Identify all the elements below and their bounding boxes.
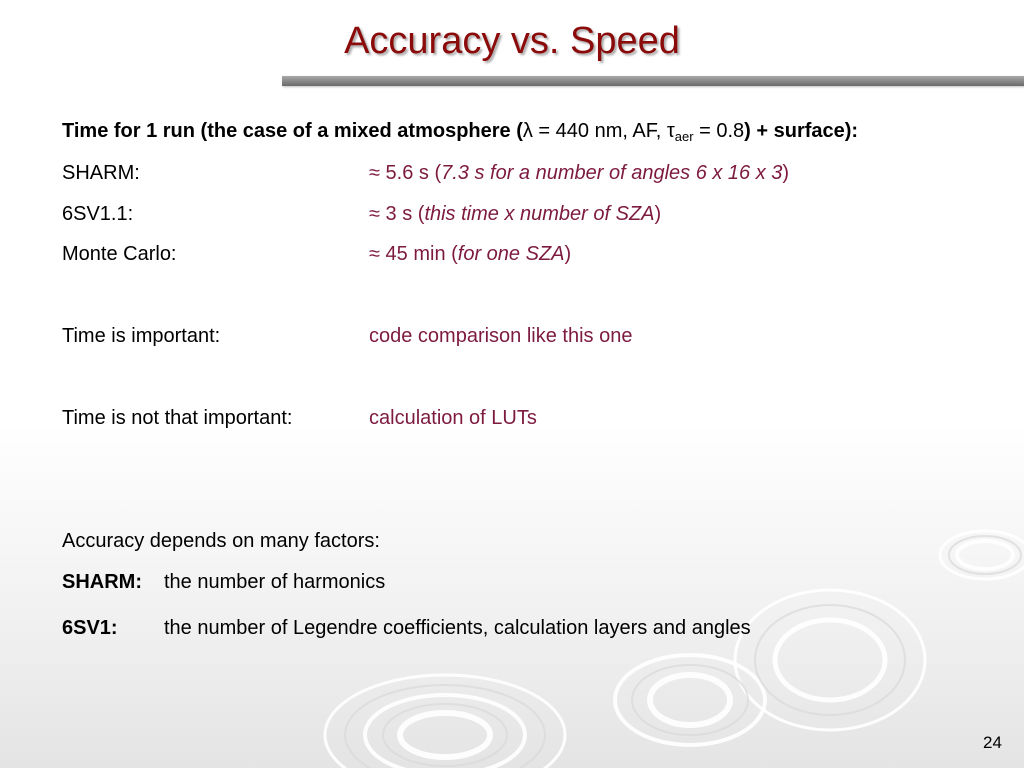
timing-value: ≈ 3 s (this time x number of SZA) [369, 203, 662, 225]
factor-code: SHARM: [62, 571, 142, 593]
timing-label: Monte Carlo: [62, 243, 177, 265]
timing-label: SHARM: [62, 162, 140, 184]
accuracy-intro: Accuracy depends on many factors: [62, 530, 380, 552]
lambda-symbol: λ [522, 120, 533, 142]
tau-subscript: aer [674, 129, 694, 144]
importance-row-not-important [62, 407, 962, 430]
accuracy-factor-6sv [62, 617, 962, 640]
timing-row-6sv [62, 203, 962, 226]
timing-value: ≈ 5.6 s (7.3 s for a number of angles 6 x 16 x 3) [369, 162, 790, 184]
heading-bold-prefix: Time for 1 run (the case of a mixed atmosphere ( [62, 120, 523, 142]
factor-text: the number of Legendre coefficients, calculation layers and angles [164, 617, 751, 639]
title-underline [282, 76, 1024, 86]
lambda-value: = 440 nm, AF, [532, 120, 667, 142]
timing-row-monte-carlo [62, 243, 962, 266]
importance-label: Time is important: [62, 325, 221, 347]
slide-title: Accuracy vs. Speed [344, 20, 680, 62]
heading-bold-suffix: ) + surface): [744, 120, 859, 142]
timing-note: for one SZA [457, 243, 565, 265]
timing-heading [62, 120, 858, 144]
factor-text: the number of harmonics [164, 571, 386, 593]
factor-code: 6SV1: [62, 617, 118, 639]
page-number: 24 [983, 733, 1002, 752]
tau-symbol: τ [666, 120, 675, 142]
importance-label: Time is not that important: [62, 407, 293, 429]
timing-row-sharm [62, 162, 962, 185]
tau-value: = 0.8 [693, 120, 745, 142]
timing-value: ≈ 45 min (for one SZA) [369, 243, 572, 265]
accuracy-factor-sharm [62, 571, 962, 594]
timing-note: this time x number of SZA [424, 203, 655, 225]
importance-value: code comparison like this one [369, 325, 633, 347]
importance-row-important [62, 325, 962, 348]
importance-value: calculation of LUTs [369, 407, 537, 429]
timing-label: 6SV1.1: [62, 203, 134, 225]
timing-note: 7.3 s for a number of angles 6 x 16 x 3 [441, 162, 783, 184]
